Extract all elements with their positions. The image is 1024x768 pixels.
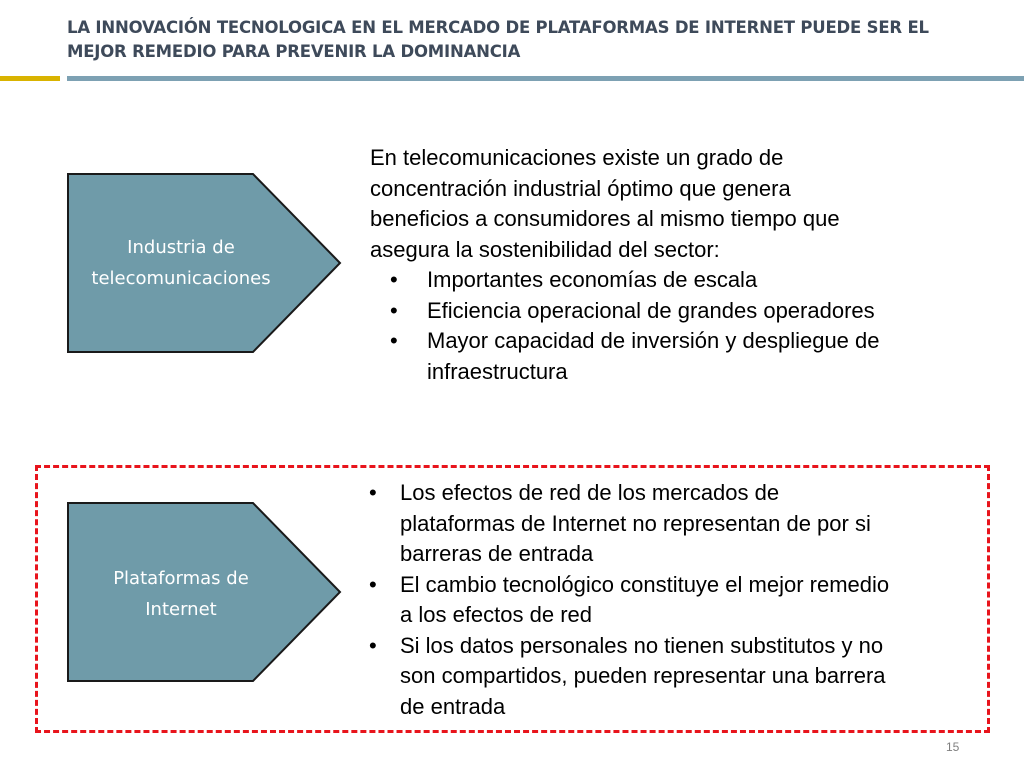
bullet-dot-icon: • [369, 571, 377, 597]
telecom-label-line-2: telecomunicaciones [91, 268, 271, 289]
bullet-dot-icon: • [369, 480, 377, 505]
bullet-dot-icon: • [390, 328, 398, 353]
platforms-bullet-3: • Si los datos personales no tienen substitutos y no son compartidos, pueden representar una barrera de entrada [369, 632, 886, 719]
telecom-label-line-1: Industria de [127, 237, 235, 258]
telecom-intro-line-2: concentración industrial óptimo que genera [370, 175, 791, 201]
bullet-dot-icon: • [369, 632, 377, 658]
telecom-bullet-3: • Mayor capacidad de inversión y despliegue de infraestructura [390, 328, 880, 384]
telecom-intro-line-1: En telecomunicaciones existe un grado de [370, 145, 784, 170]
platforms-label-line-2: Internet [145, 599, 217, 620]
telecom-label [66, 232, 296, 294]
platforms-label [66, 563, 296, 625]
title-underline [67, 76, 1024, 81]
platforms-shape [66, 501, 344, 684]
telecom-bullet-1: • Importantes economías de escala [370, 265, 880, 296]
slide-title [67, 16, 997, 64]
platforms-bullet-1: • Los efectos de red de los mercados de plataformas de Internet no representan de por si barreras de entrada [369, 480, 871, 566]
telecom-intro-line-3: beneficios a consumidores al mismo tiempo que [370, 206, 840, 231]
page-number: 15 [946, 740, 960, 754]
telecom-intro-line-4: asegura la sostenibilidad del sector: [370, 236, 720, 262]
platforms-bullet-2: • El cambio tecnológico constituye el mejor remedio a los efectos de red [369, 571, 890, 627]
platforms-description [369, 478, 889, 722]
bullet-dot-icon: • [390, 297, 398, 323]
platforms-label-line-1: Plataformas de [113, 568, 249, 589]
slide-title-line-2: MEJOR REMEDIO PARA PREVENIR LA DOMINANCIA [67, 42, 521, 61]
bullet-dot-icon: • [390, 267, 398, 292]
telecom-bullet-2: • Eficiencia operacional de grandes operadores [370, 296, 880, 327]
telecom-shape [66, 172, 344, 355]
title-accent-bar [0, 76, 60, 81]
telecom-description [370, 143, 880, 387]
slide-title-line-1: LA INNOVACIÓN TECNOLOGICA EN EL MERCADO DE PLATAFORMAS DE INTERNET PUEDE SER EL [67, 18, 929, 37]
